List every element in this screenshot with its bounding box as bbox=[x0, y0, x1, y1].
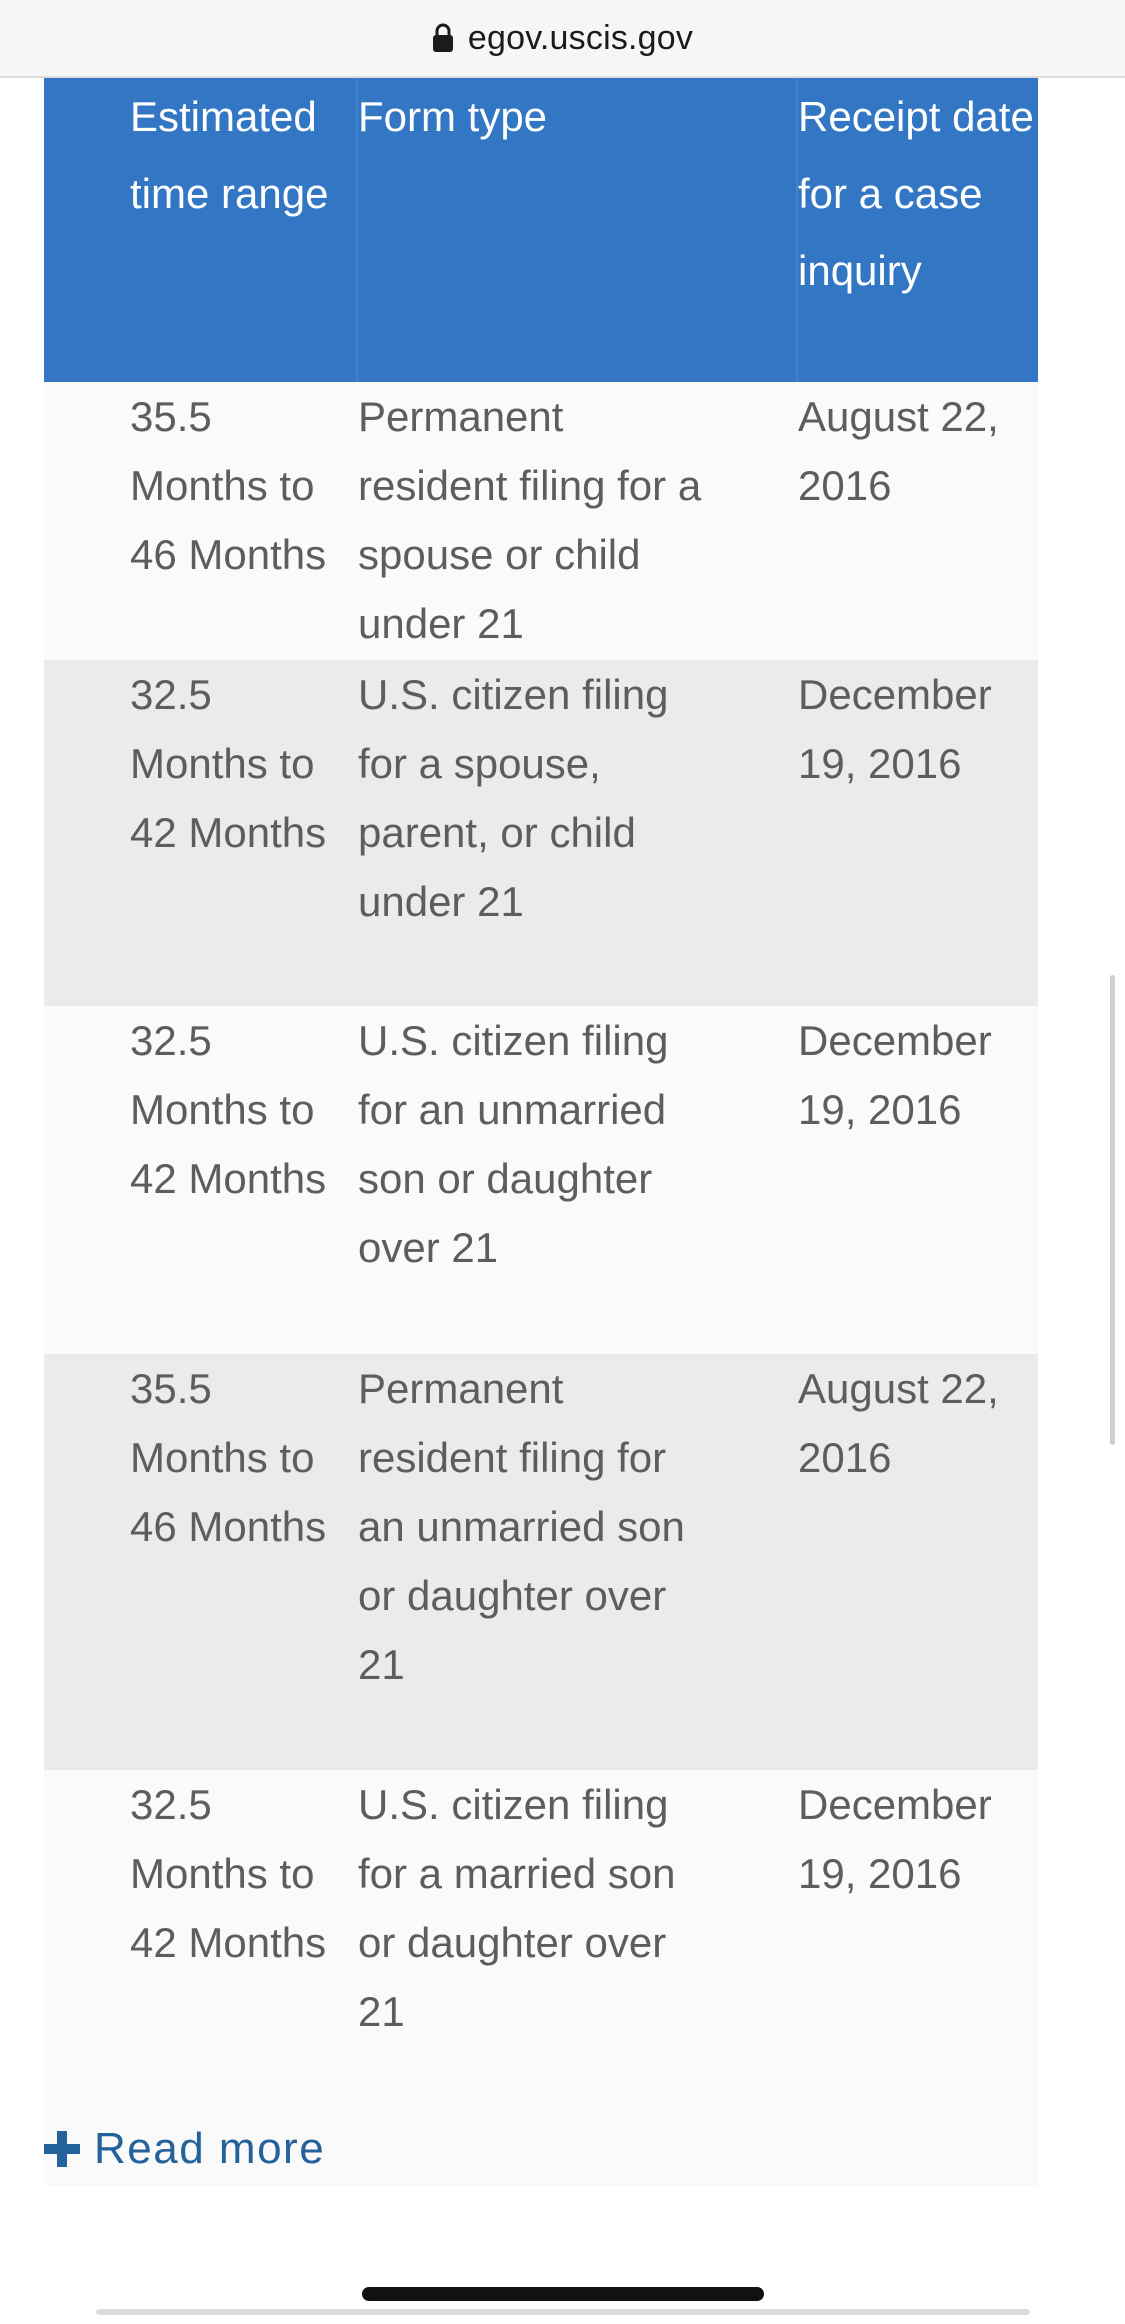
bottom-toolbar-edge bbox=[96, 2309, 1030, 2315]
header-time-range: Estimated time range bbox=[130, 93, 329, 217]
read-more-label: Read more bbox=[94, 2124, 326, 2173]
cell-form-type: Permanent resident filing for an unmarried son or daughter over 21 bbox=[358, 1365, 685, 1688]
cell-receipt-date: December 19, 2016 bbox=[798, 1017, 992, 1133]
read-more-link[interactable] bbox=[44, 2118, 325, 2180]
header-receipt-date: Receipt date for a case inquiry bbox=[798, 93, 1034, 294]
cell-time-range: 35.5 Months to 46 Months bbox=[130, 1365, 327, 1550]
cell-form-type: U.S. citizen filing for an unmarried son or daughter over 21 bbox=[358, 1017, 669, 1271]
table-row bbox=[44, 382, 1038, 660]
table-row bbox=[44, 1006, 1038, 1354]
plus-icon bbox=[44, 2131, 80, 2167]
cell-receipt-date: August 22, 2016 bbox=[798, 1365, 999, 1481]
cell-time-range: 32.5 Months to 42 Months bbox=[130, 1781, 327, 1966]
cell-time-range: 35.5 Months to 46 Months bbox=[130, 393, 327, 578]
cell-form-type: U.S. citizen filing for a married son or daughter over 21 bbox=[358, 1781, 676, 2035]
cell-receipt-date: December 19, 2016 bbox=[798, 1781, 992, 1897]
scrollbar[interactable] bbox=[1110, 975, 1115, 1445]
cell-time-range: 32.5 Months to 42 Months bbox=[130, 671, 327, 856]
cell-form-type: U.S. citizen filing for a spouse, parent, or child under 21 bbox=[358, 671, 669, 925]
processing-times-table bbox=[44, 78, 1038, 2186]
cell-time-range: 32.5 Months to 42 Months bbox=[130, 1017, 327, 1202]
table-row bbox=[44, 1354, 1038, 1770]
cell-receipt-date: December 19, 2016 bbox=[798, 671, 992, 787]
table-row bbox=[44, 660, 1038, 1006]
lock-icon bbox=[432, 23, 454, 53]
cell-form-type: Permanent resident filing for a spouse or child under 21 bbox=[358, 393, 702, 647]
url-domain: egov.uscis.gov bbox=[467, 18, 694, 57]
header-form-type: Form type bbox=[358, 93, 548, 140]
table-header bbox=[44, 78, 1038, 382]
browser-url-bar[interactable] bbox=[0, 0, 1125, 78]
home-indicator[interactable] bbox=[362, 2287, 764, 2301]
cell-receipt-date: August 22, 2016 bbox=[798, 393, 999, 509]
